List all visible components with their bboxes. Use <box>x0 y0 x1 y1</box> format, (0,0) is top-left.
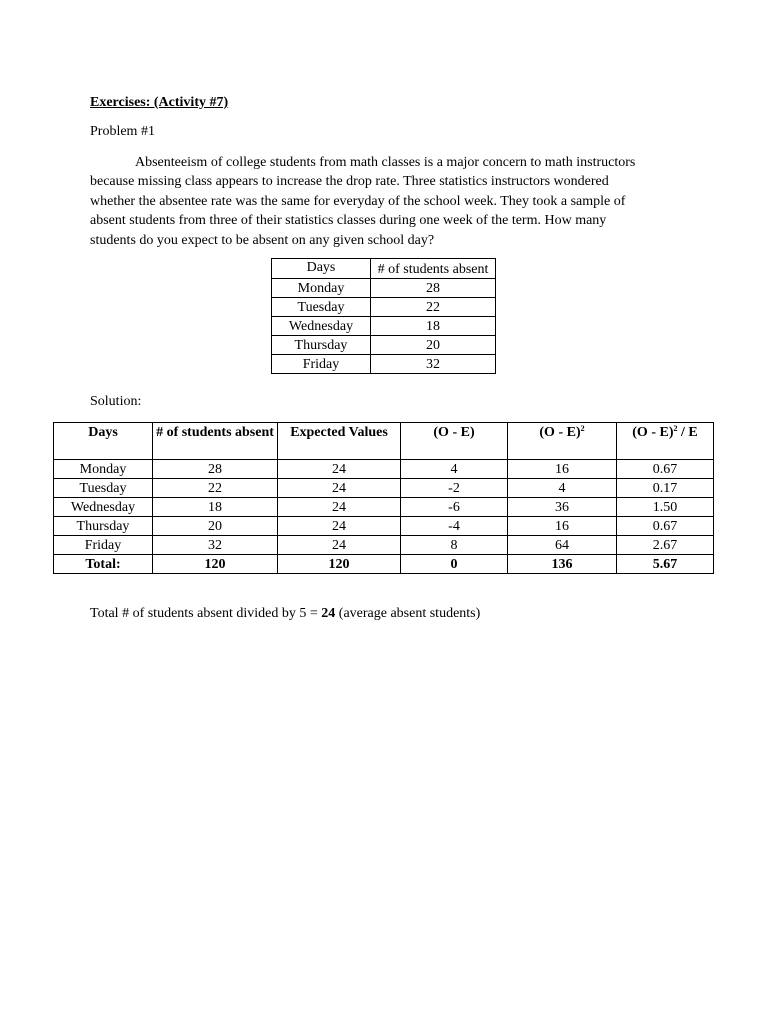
solution-table <box>53 422 714 574</box>
count-cell: 32 <box>371 355 496 374</box>
cell: Monday <box>54 460 153 479</box>
paragraph-line: students do you expect to be absent on any given school day? <box>90 232 435 248</box>
summary-value: 24 <box>321 606 336 621</box>
cell: -4 <box>401 517 508 536</box>
header-suffix: / E <box>677 425 698 440</box>
cell: 20 <box>153 517 278 536</box>
column-header-o-minus-e: (O - E) <box>401 423 508 460</box>
cell: 8 <box>401 536 508 555</box>
cell: 1.50 <box>617 498 714 517</box>
cell: 24 <box>278 517 401 536</box>
exercise-heading: Exercises: (Activity #7) <box>90 95 229 110</box>
paragraph-line: whether the absentee rate was the same for everyday of the school week. They took a sample of <box>90 193 626 209</box>
absence-data-table <box>271 258 496 374</box>
superscript: 2 <box>580 424 585 433</box>
cell: 24 <box>278 479 401 498</box>
day-cell: Monday <box>272 279 371 298</box>
count-cell: 18 <box>371 317 496 336</box>
column-header-chi-term <box>617 423 714 460</box>
header-text: (O - E) <box>632 425 674 440</box>
cell: 36 <box>508 498 617 517</box>
table-row <box>272 336 496 355</box>
table-row <box>272 355 496 374</box>
day-cell: Thursday <box>272 336 371 355</box>
cell: Thursday <box>54 517 153 536</box>
total-cell: 0 <box>401 555 508 574</box>
column-header-days: Days <box>54 423 153 460</box>
column-header-squared <box>508 423 617 460</box>
paragraph-line: absent students from three of their statistics classes during one week of the term. How many <box>90 213 607 229</box>
paragraph-line: Absenteeism of college students from math classes is a major concern to math instructors <box>135 155 636 170</box>
summary-line <box>90 606 480 622</box>
cell: -2 <box>401 479 508 498</box>
cell: 4 <box>508 479 617 498</box>
cell: 22 <box>153 479 278 498</box>
total-row <box>54 555 714 574</box>
cell: 4 <box>401 460 508 479</box>
cell: 28 <box>153 460 278 479</box>
total-label: Total: <box>54 555 153 574</box>
cell: 2.67 <box>617 536 714 555</box>
cell: 24 <box>278 536 401 555</box>
summary-prefix: Total # of students absent divided by 5 = <box>90 606 322 621</box>
column-header-days: Days <box>272 259 371 279</box>
table-row <box>54 460 714 479</box>
table-row <box>54 517 714 536</box>
superscript: 2 <box>673 424 678 433</box>
cell: 64 <box>508 536 617 555</box>
cell: 0.67 <box>617 460 714 479</box>
table-row <box>272 317 496 336</box>
cell: 24 <box>278 460 401 479</box>
problem-paragraph <box>90 153 678 250</box>
total-cell: 136 <box>508 555 617 574</box>
column-header-expected: Expected Values <box>278 423 401 460</box>
cell: Friday <box>54 536 153 555</box>
column-header-absent: # of students absent <box>371 259 496 279</box>
cell: 24 <box>278 498 401 517</box>
cell: 0.67 <box>617 517 714 536</box>
paragraph-line: because missing class appears to increase the drop rate. Three statistics instructors wondered <box>90 174 609 190</box>
solution-label: Solution: <box>90 394 142 409</box>
column-header-absent: # of students absent <box>153 423 278 460</box>
cell: 16 <box>508 517 617 536</box>
table-header-row <box>272 259 496 279</box>
count-cell: 22 <box>371 298 496 317</box>
cell: Wednesday <box>54 498 153 517</box>
table-row <box>54 498 714 517</box>
problem-label: Problem #1 <box>90 124 155 139</box>
cell: 0.17 <box>617 479 714 498</box>
table-header-row <box>54 423 714 460</box>
day-cell: Tuesday <box>272 298 371 317</box>
table-row <box>54 479 714 498</box>
cell: 18 <box>153 498 278 517</box>
cell: 16 <box>508 460 617 479</box>
cell: 32 <box>153 536 278 555</box>
cell: Tuesday <box>54 479 153 498</box>
total-cell: 120 <box>153 555 278 574</box>
summary-suffix: (average absent students) <box>335 606 481 621</box>
count-cell: 28 <box>371 279 496 298</box>
count-cell: 20 <box>371 336 496 355</box>
day-cell: Wednesday <box>272 317 371 336</box>
cell: -6 <box>401 498 508 517</box>
total-cell: 120 <box>278 555 401 574</box>
header-text: (O - E) <box>539 425 581 440</box>
table-row <box>272 298 496 317</box>
table-row <box>54 536 714 555</box>
day-cell: Friday <box>272 355 371 374</box>
table-row <box>272 279 496 298</box>
total-cell: 5.67 <box>617 555 714 574</box>
